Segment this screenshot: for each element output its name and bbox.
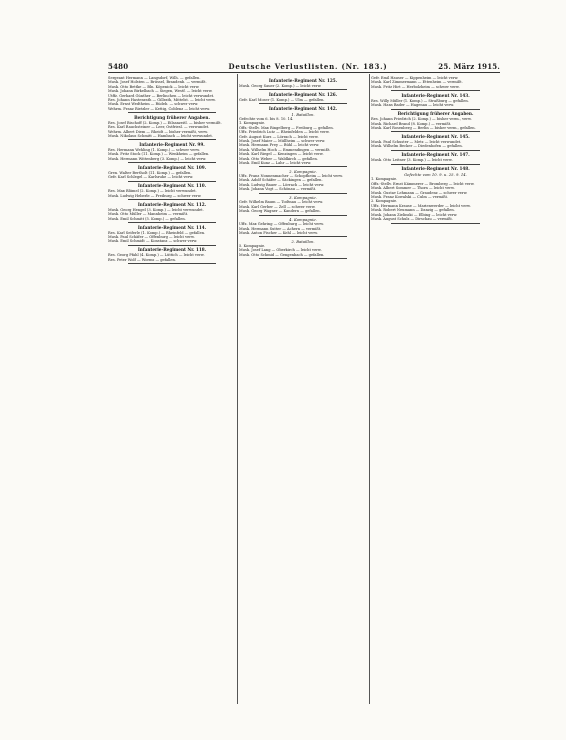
regiment-heading: Infanterie-Regiment Nr. 125.: [268, 78, 338, 83]
section-subheading: 1. Bataillon.: [291, 112, 315, 117]
regiment-heading: Infanterie-Regiment Nr. 142.: [268, 106, 338, 111]
casualty-entry: Musk. Georg Sauer (2. Komp.) — leicht verw.: [239, 84, 322, 88]
section-subheading: 4. Kompagnie.: [289, 217, 317, 223]
casualty-entry: Musk. Adolf Schäfer — Säckingen — gefallen.: [239, 178, 323, 183]
regiment-heading: Infanterie-Regiment Nr. 145.: [401, 134, 470, 140]
casualty-entry: Musk. Josef Holsten — Brüssel, Brandenb. — vermißt.: [108, 80, 207, 85]
section-rule: [259, 258, 347, 259]
page-number: 5480: [108, 62, 129, 71]
casualty-entry: Musk. Fritz Hirt — Herbolzheim — schwer verw.: [371, 84, 460, 89]
casualty-entry: Uffz. Franz Nonnenmacher — Schopfheim — leicht verw.: [239, 174, 343, 179]
casualty-entry: Musk. Emil Schmitt (5. Komp.) — gefallen.: [108, 216, 186, 221]
regiment-block: [371, 134, 500, 150]
section-rule: [391, 131, 480, 132]
regiment-heading: Berichtigung früherer Angaben.: [134, 114, 210, 120]
casualty-entry: Musk. Karl Rosenberg — Berlin — bisher verm., gefallen.: [371, 126, 476, 131]
regiment-heading: Infanterie-Regiment Nr. 99.: [139, 142, 205, 148]
regiment-block: [108, 247, 236, 263]
casualty-entry: Musk. Otto Schmid — Gengenbach — gefallen.: [239, 252, 325, 257]
section-rule: [391, 164, 480, 165]
regiment-heading: Infanterie-Regiment Nr. 148.: [401, 166, 470, 172]
regiment-heading: Berichtigung früherer Angaben.: [397, 111, 474, 117]
regiment-block: [239, 106, 367, 167]
section-rule: [259, 166, 347, 167]
issue-date: 25. März 1915.: [438, 62, 500, 71]
casualty-entry: Musk. Ludwig Bauer — Lörrach — leicht verw.: [239, 182, 325, 187]
section-rule: [259, 193, 347, 194]
regiment-block: [108, 76, 236, 113]
casualty-entry: Musk. Otto Bettke — Bln. Köpenick — leicht verw.: [108, 84, 200, 89]
casualty-entry: Uffz. Max Gehring — Offenburg — leicht verw.: [239, 222, 324, 227]
section-rule: [259, 89, 347, 90]
casualty-entry: 2. Kompagnie.: [371, 199, 398, 204]
casualty-entry: Musk. Emil Schmidt — Konstanz — schwer verw.: [108, 239, 198, 244]
section-subheading: 2. Kompagnie.: [289, 169, 317, 175]
casualty-entry: Musk. Hermann Wittenberg (3. Komp.) — leicht verw.: [108, 156, 207, 161]
casualty-entry: Musk. Fritz Stock (11. Komp.) — Wenkheim — gefallen.: [108, 152, 210, 157]
regiment-block: [239, 92, 367, 104]
casualty-entry: Musk. Ludwig Heberle — Freiburg — schwer verw.: [108, 193, 202, 198]
casualty-entry: Musk. Otto Weber — Waldkirch — gefallen.: [239, 156, 318, 161]
casualty-entry: Res. Georg Pfahl (4. Komp.) — Lüttich — leicht verw.: [108, 253, 205, 258]
casualty-entry: Gefr. Karl Schlegel — Karlsruhe — leicht verw.: [108, 175, 194, 180]
regiment-block: [239, 239, 367, 259]
section-rule: [128, 112, 216, 113]
casualty-entry: Musk. Hans Bader — Hagenau — leicht verw.: [371, 103, 455, 108]
casualty-entry: Musk. Robert Neumann — Danzig — gefallen.: [371, 208, 455, 213]
section-rule: [391, 109, 480, 110]
section-rule: [128, 162, 216, 163]
casualty-entry: Musk. Paul Schäfer — Offenburg — leicht verw.: [108, 234, 195, 239]
casualty-entry: Gefechte vom 6. bis 8. 10. 14.: [239, 117, 294, 121]
casualty-entry: Musk. Wilhelm Becker — Diedenhofen — gefallen.: [371, 144, 463, 149]
casualty-entry: Res. Hermann Wehling (1. Komp.) — schwer verw.: [108, 148, 200, 153]
section-subheading: 2. Bataillon.: [291, 238, 315, 244]
section-subheading: Gefechte vom 10. 9. u. 25. 9. 14.: [404, 172, 467, 178]
casualty-entry: Gefr. August Kurz — Lörrach — leicht verw.: [239, 134, 319, 139]
casualty-entry: Musk. Georg Hengel (3. Komp.) — leicht verwundet.: [108, 207, 204, 212]
casualty-entry: Gefr. Emil Hauser — Kippenheim — leicht verw.: [371, 76, 459, 80]
regiment-heading: Infanterie-Regiment Nr. 118.: [137, 247, 207, 253]
casualty-entry: Gefr. Karl Moser (1. Komp.) — Ulm — gefallen.: [239, 98, 325, 102]
regiment-block: [108, 142, 236, 163]
casualty-entry: Wehrm. Franz Rietzler — Kettig, Coblenz — leicht verw.: [108, 106, 211, 111]
casualty-entry: Musk. Ernst Wedtheim — Rüdeb. — schwer verw.: [108, 102, 199, 107]
section-subheading: 3. Kompagnie.: [289, 195, 317, 201]
casualty-entry: Musk. Otto Leitner (3. Komp.) — leicht verw.: [371, 158, 453, 163]
casualty-entry: Res. Willy Müller (1. Komp.) — Straßburg — gefallen.: [371, 98, 469, 103]
regiment-heading: Infanterie-Regiment Nr. 110.: [137, 183, 207, 189]
section-rule: [259, 215, 347, 216]
casualty-entry: Res. Karl Rauchsteiner — Leer, Ostfriesl. — verwundet.: [108, 125, 210, 130]
casualty-entry: Musk. Josef Lang — Oberkirch — leicht verw.: [239, 248, 322, 253]
regiment-block: [108, 202, 236, 223]
regiment-block: [239, 195, 367, 215]
regiment-block: [371, 111, 500, 132]
casualty-entry: Musk. Wilhelm Hoch — Emmendingen — vermißt.: [239, 147, 331, 152]
regiment-block: [108, 225, 236, 246]
publication-title: Deutsche Verlustlisten. (Nr. 183.): [228, 62, 388, 71]
casualty-entry: Musk. Karl Riegel — Kenzingen — leicht verw.: [239, 152, 324, 157]
section-rule: [128, 139, 216, 140]
regiment-heading: Infanterie-Regiment Nr. 147.: [401, 152, 470, 158]
casualty-entry: Res. Karl Seiferle (1. Komp.) — Rheinfeld — gefallen.: [108, 230, 206, 235]
casualty-entry: Sergeant Hermann — Langsdorf, Wilh. — gefallen.: [108, 76, 201, 80]
regiment-block: [108, 115, 236, 140]
column-3: [371, 76, 500, 706]
casualty-entry: Musk. Anton Fischer — Kehl — leicht verw.: [239, 230, 318, 235]
column-divider: [237, 74, 238, 704]
regiment-block: [108, 165, 236, 181]
casualty-entry: Musk. Emil Kunz — Lahr — leicht verw.: [239, 161, 312, 166]
casualty-entry: 1. Kompagnie.: [371, 177, 398, 182]
casualty-entry: Musk. Franz Kowalski — Culm — vermißt.: [371, 195, 449, 200]
section-rule: [128, 263, 216, 264]
casualty-entry: Offz.-Stellv. Max Ringelberg — Freiburg — gefallen.: [239, 125, 334, 130]
section-rule: [391, 90, 480, 91]
casualty-entry: 5. Kompagnie.: [239, 243, 266, 248]
regiment-block: [371, 93, 500, 109]
casualty-entry: Musk. Otto Müller — Mannheim — vermißt.: [108, 212, 189, 217]
casualty-entry: Musk. Nikolaus Schmitt — Hambach — leicht verwundet.: [108, 134, 213, 139]
regiment-heading: Infanterie-Regiment Nr. 112.: [137, 201, 207, 207]
section-rule: [391, 150, 480, 151]
casualty-entry: Musk. August Schulz — Dirschau — vermißt.: [371, 217, 453, 222]
casualty-entry: Gefr. Wilhelm Baum — Todtnau — leicht verw.: [239, 200, 324, 205]
section-rule: [128, 199, 216, 200]
casualty-entry: Uffz. Hermann Krause — Marienwerder — leicht verw.: [371, 203, 471, 208]
regiment-block: [239, 217, 367, 237]
casualty-entry: Musk. Paul Schuster — Metz — leicht verwundet.: [371, 140, 462, 145]
header-rule: [108, 72, 500, 73]
casualty-entry: Res. Johann Hastenrath — Gillrath, Mittelst. — leicht verw.: [108, 98, 216, 103]
casualty-entry: Musk. Johann Birkelbach — Siegen, Westf. — leicht verw.: [108, 89, 213, 94]
casualty-entry: Utffz. Gerhard Günther — Berlinchen — leicht verwundet.: [108, 93, 215, 98]
casualty-entry: Musk. Josef Maier — Müllheim — schwer verw.: [239, 139, 326, 144]
casualty-entry: Musk. Georg Wagner — Kandern — gefallen.: [239, 209, 321, 214]
casualty-entry: Gren. Walter Bertholt (11. Komp.) — gefallen.: [108, 170, 192, 175]
column-divider: [369, 74, 370, 704]
casualty-entry: 1. Kompagnie.: [239, 121, 266, 126]
casualty-entry: Res. Peter Wolf — Worms — gefallen.: [108, 257, 176, 262]
regiment-heading: Infanterie-Regiment Nr. 126.: [268, 92, 338, 97]
casualty-entry: Musk. Karl Zimmermann — Ettenheim — vermißt.: [371, 80, 463, 85]
section-rule: [391, 223, 480, 224]
regiment-heading: Infanterie-Regiment Nr. 114.: [137, 224, 207, 230]
regiment-block: [371, 152, 500, 164]
casualty-entry: Musk. Johann Zielinski — Elbing — leicht verw.: [371, 212, 458, 217]
casualty-entry: Musk. Gustav Lehmann — Graudenz — schwer verw.: [371, 190, 468, 195]
section-rule: [259, 236, 347, 237]
section-rule: [128, 181, 216, 182]
regiment-heading: Infanterie-Regiment Nr. 109.: [137, 164, 207, 170]
casualty-entry: Offz.-Stellv. Ernst Kämmerer — Bromberg — leicht verw.: [371, 181, 475, 186]
section-rule: [128, 245, 216, 246]
column-2: [239, 76, 367, 706]
casualty-entry: Musk. Hermann Frey — Bühl — leicht verw.: [239, 143, 320, 148]
casualty-entry: Uffz. Friedrich Lutz — Rheinfelden — leicht verw.: [239, 130, 330, 135]
casualty-entry: Musk. Hermann Sutter — Achern — vermißt.: [239, 226, 322, 231]
casualty-entry: Res. Max Blümel (2. Komp.) — leicht verwundet.: [108, 189, 197, 194]
casualty-entry: Wehrm. Albert Diem — Rheidt — bisher vermißt, verw.: [108, 129, 208, 134]
regiment-block: [108, 183, 236, 199]
casualty-entry: Musk. Johann Vogt — Schönau — vermißt.: [239, 187, 317, 192]
regiment-block: [371, 76, 500, 91]
column-1: [108, 76, 236, 706]
regiment-heading: Infanterie-Regiment Nr. 143.: [401, 92, 470, 98]
casualty-entry: Res. Johann Friedrich (2. Komp.) — bisher verm., verw.: [371, 117, 472, 122]
section-rule: [128, 222, 216, 223]
section-rule: [259, 103, 347, 104]
casualty-entry: Musk. Richard Brand (8. Komp.) — vermißt.: [371, 121, 452, 126]
casualty-entry: Musk. Albert Sommer — Thorn — leicht verw.: [371, 186, 455, 191]
casualty-entry: Res. Josef Bischoff (2. Komp.) — Eilsanzeitl. — bisher vermißt.: [108, 120, 222, 125]
regiment-block: [239, 78, 367, 90]
regiment-block: [371, 166, 500, 223]
regiment-block: [239, 169, 367, 193]
casualty-entry: Musk. Karl Gerber — Zell — schwer verw.: [239, 204, 316, 209]
